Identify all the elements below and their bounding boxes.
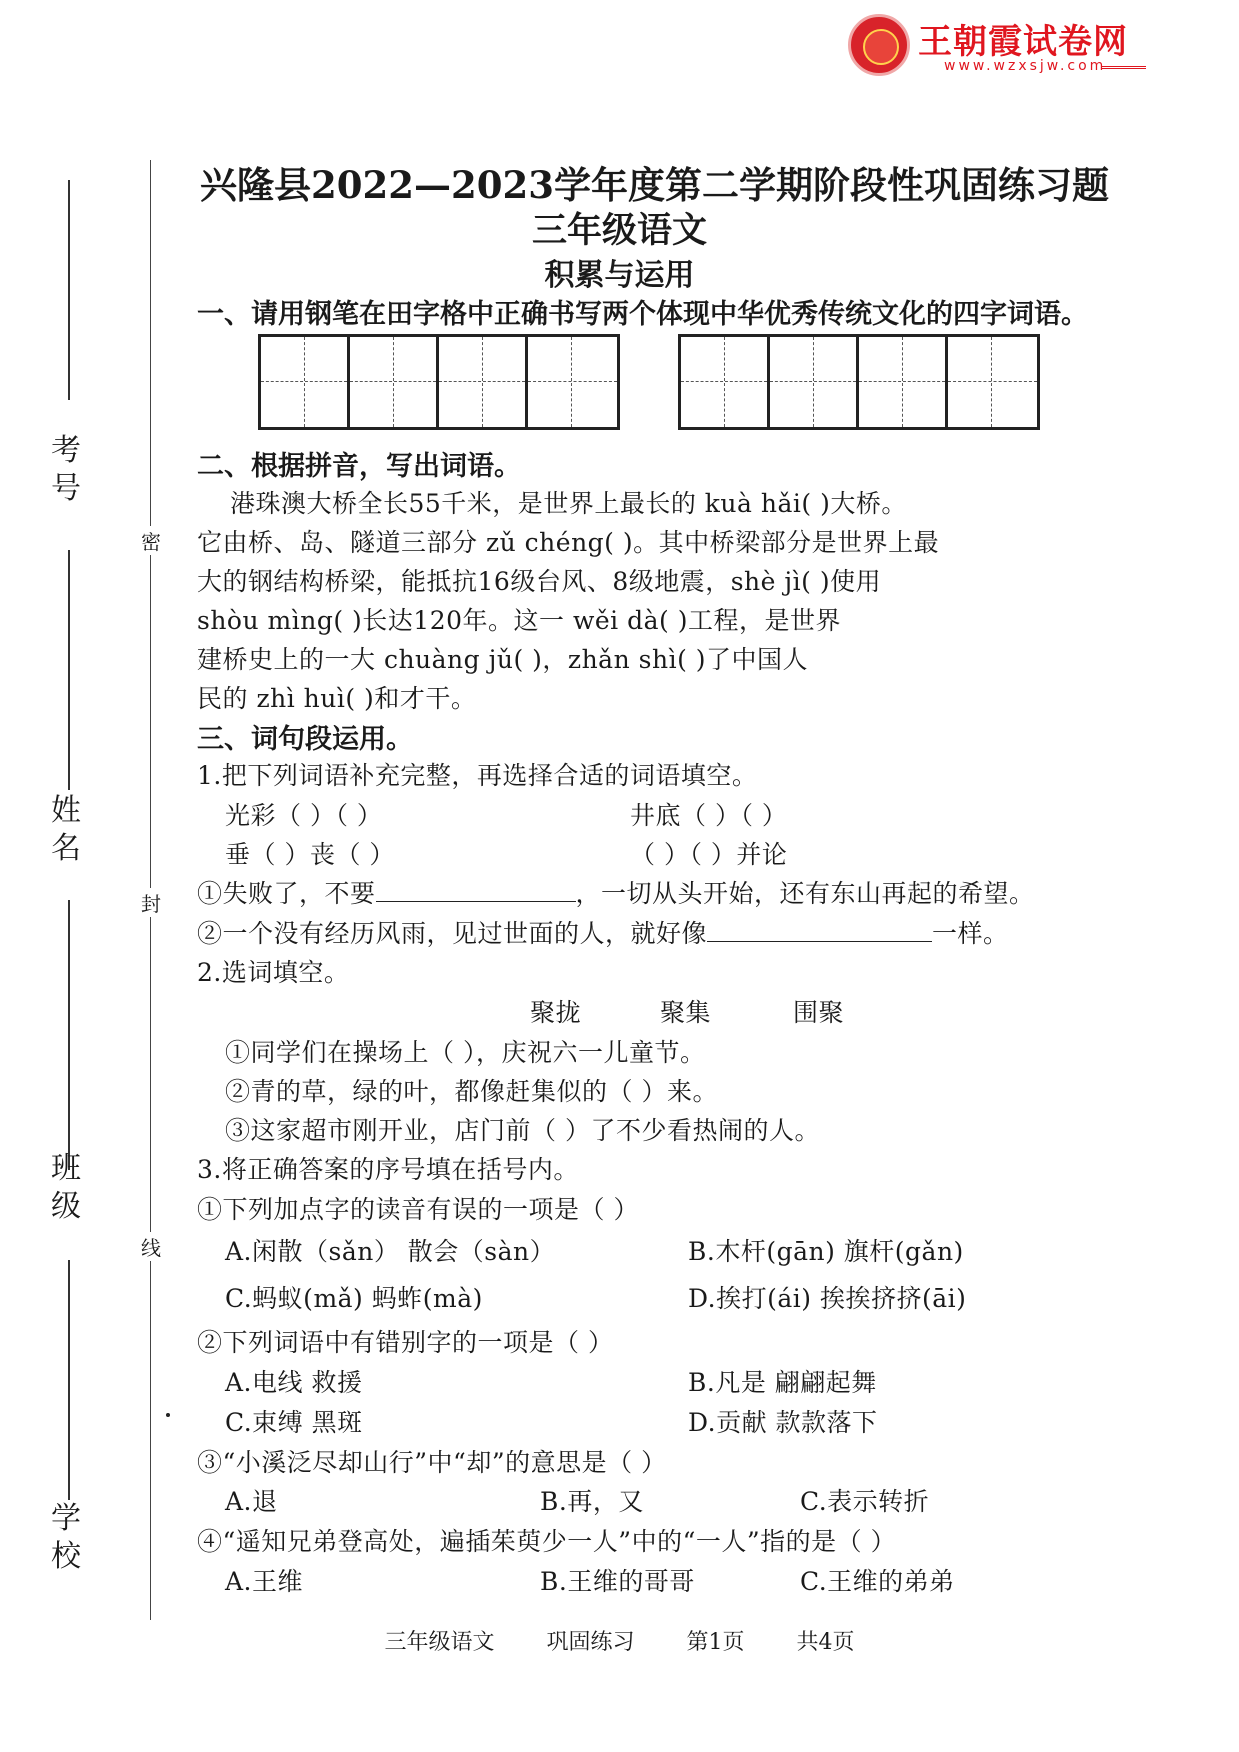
choice-sentence: ①同学们在操场上（ ），庆祝六一儿童节。	[225, 1038, 706, 1067]
xuexiao-line	[68, 1260, 70, 1500]
mc-option: A.电线 救援	[225, 1368, 363, 1397]
q2-line: 民的 zhì huì( )和才干。	[197, 684, 477, 713]
word-bank-item: 聚集	[660, 998, 712, 1027]
mc-option: B.再，又	[540, 1487, 644, 1516]
section-title: 积累与运用	[544, 258, 695, 293]
idiom-blank: 垂（ ）丧（ ）	[225, 840, 395, 869]
answer-blank[interactable]	[376, 881, 576, 902]
mc-option: B.木杆(gān) 旗杆(gǎn)	[688, 1237, 964, 1266]
q2-line: 它由桥、岛、隧道三部分 zǔ chéng( )。其中桥梁部分是世界上最	[197, 528, 940, 557]
q2-line: 建桥史上的一大 chuàng jǔ( )，zhǎn shì( )了中国人	[197, 645, 809, 674]
binding-mark-feng: 封	[140, 888, 162, 917]
label-xingming: 姓名	[51, 793, 81, 866]
footer-subject: 三年级语文	[384, 1630, 495, 1655]
q2-line: 大的钢结构桥梁，能抵抗16级台风、8级地震，shè jì( )使用	[197, 567, 882, 596]
label-banji: 班级	[51, 1151, 81, 1224]
grid-cell[interactable]	[859, 337, 948, 427]
writing-grid-1[interactable]	[258, 334, 620, 430]
choice-sentence: ②青的草，绿的叶，都像赶集似的（ ）来。	[225, 1077, 718, 1106]
mc-stem: ①下列加点字的读音有误的一项是（ ）	[197, 1195, 639, 1224]
page-footer	[0, 1625, 1239, 1656]
mc-option: A.闲散（sǎn） 散会（sàn）	[225, 1237, 556, 1266]
mc-option: A.王维	[225, 1567, 304, 1596]
xingming-line	[68, 550, 70, 790]
mc-option: B.凡是 翩翩起舞	[688, 1368, 877, 1397]
q2-line: 港珠澳大桥全长55千米，是世界上最长的 kuà hǎi( )大桥。	[230, 489, 907, 518]
q2-heading: 二、根据拼音，写出词语。	[197, 451, 521, 482]
grid-cell[interactable]	[681, 337, 770, 427]
swoosh-icon	[1102, 66, 1146, 77]
fill-sentence-2: ②一个没有经历风雨，见过世面的人，就好像 一样。	[197, 919, 1009, 948]
binding-mark-xian: 线	[140, 1232, 162, 1261]
mc-option: C.王维的弟弟	[800, 1567, 955, 1596]
mc-option: B.王维的哥哥	[540, 1567, 695, 1596]
q2-line: shòu mìng( )长达120年。这一 wěi dà( )工程，是世界	[197, 606, 841, 635]
grid-cell[interactable]	[261, 337, 350, 427]
footer-total: 共4页	[796, 1630, 855, 1655]
choice-sentence: ③这家超市刚开业，店门前（ ）了不少看热闹的人。	[225, 1116, 820, 1145]
page-title: 兴隆县2022—2023学年度第二学期阶段性巩固练习题	[200, 163, 1109, 207]
mc-stem: ③“小溪泛尽却山行”中“却”的意思是（ ）	[197, 1448, 667, 1477]
site-logo	[848, 10, 1168, 80]
q3-part2-heading: 2.选词填空。	[197, 958, 350, 987]
label-kaohao: 考号	[51, 433, 81, 506]
banji-line	[68, 900, 70, 1170]
idiom-blank: 井底（ ）（ ）	[630, 801, 788, 830]
footer-page: 第1页	[686, 1630, 745, 1655]
q1-heading: 一、请用钢笔在田字格中正确书写两个体现中华优秀传统文化的四字词语。	[197, 299, 1088, 330]
fill-sentence-1: ①失败了，不要 ，一切从头开始，还有东山再起的希望。	[197, 879, 1035, 908]
word-bank-item: 聚拢	[530, 998, 582, 1027]
page-subtitle: 三年级语文	[531, 210, 707, 251]
mc-option: C.束缚 黑斑	[225, 1408, 363, 1437]
grid-cell[interactable]	[528, 337, 617, 427]
mc-option: D.挨打(ái) 挨挨挤挤(āi)	[688, 1284, 967, 1313]
mc-option: A.退	[225, 1487, 278, 1516]
mc-stem: ②下列词语中有错别字的一项是（ ）	[197, 1328, 614, 1357]
footer-type: 巩固练习	[546, 1630, 635, 1655]
idiom-blank: 光彩（ ）（ ）	[225, 801, 383, 830]
answer-blank[interactable]	[707, 921, 932, 942]
binding-mark-mi: 密	[140, 526, 162, 555]
word-bank-item: 围聚	[793, 998, 845, 1027]
q3-heading: 三、词句段运用。	[197, 724, 413, 755]
idiom-blank: （ ）（ ）并论	[630, 840, 788, 869]
grid-cell[interactable]	[350, 337, 439, 427]
logo-title: 王朝霞试卷网	[918, 22, 1128, 62]
mc-option: D.贡献 款款落下	[688, 1408, 878, 1437]
q3-part1-heading: 1.把下列词语补充完整，再选择合适的词语填空。	[197, 761, 758, 790]
mc-stem: ④“遥知兄弟登高处，遍插茱萸少一人”中的“一人”指的是（ ）	[197, 1527, 897, 1556]
seal-icon	[848, 14, 910, 76]
grid-cell[interactable]	[770, 337, 859, 427]
label-xuexiao: 学校	[51, 1501, 81, 1574]
logo-url: www.wzxsjw.com	[944, 58, 1107, 74]
scan-speck	[166, 1413, 170, 1417]
mc-option: C.表示转折	[800, 1487, 930, 1516]
q3-part3-heading: 3.将正确答案的序号填在括号内。	[197, 1155, 579, 1184]
student-info-column	[46, 160, 86, 1630]
grid-cell[interactable]	[948, 337, 1037, 427]
writing-grid-2[interactable]	[678, 334, 1040, 430]
mc-option: C.蚂蚁(mǎ) 蚂蚱(mà)	[225, 1284, 483, 1313]
grid-cell[interactable]	[439, 337, 528, 427]
